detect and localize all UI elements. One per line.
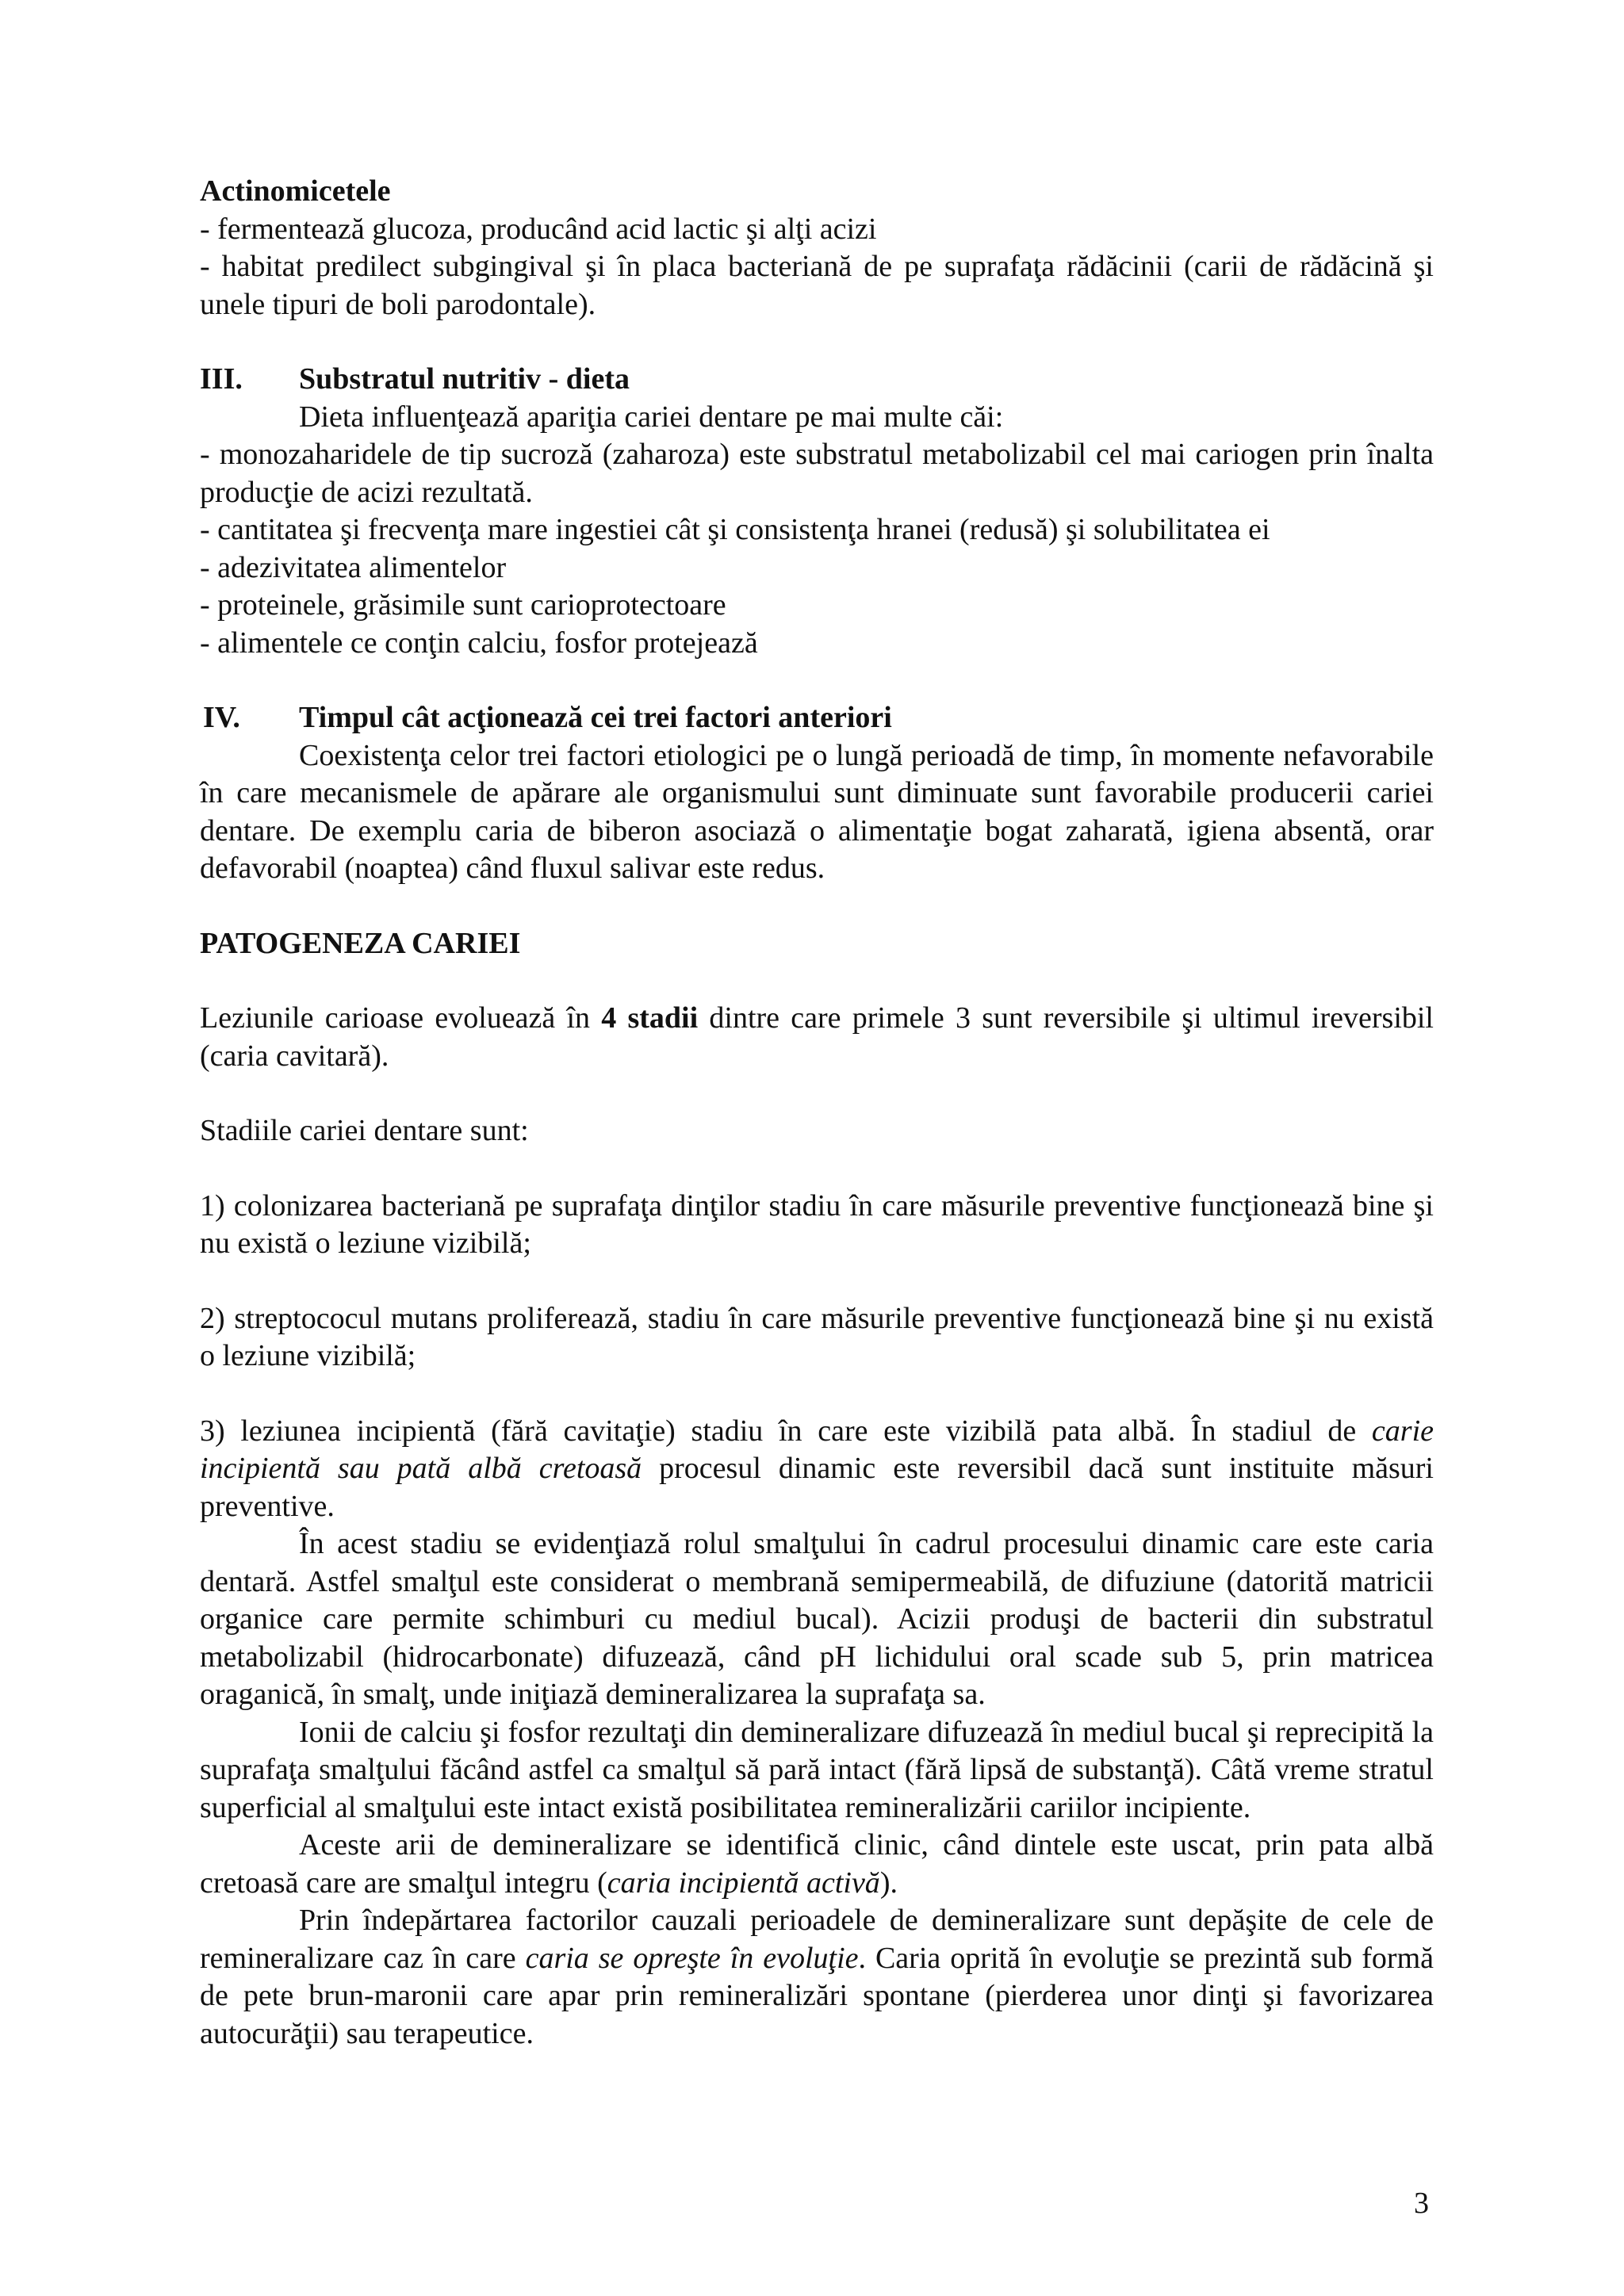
- spacer: [200, 962, 1434, 1000]
- intro-text: Leziunile carioase evoluează în: [200, 1001, 602, 1035]
- section-4-heading: [200, 699, 1434, 737]
- indepartare-text: Prin îndepărtarea factorilor cauzali perioadele de demineralizare sunt depăşite de cele de remineralizare caz în care: [200, 1904, 1434, 1975]
- indepartare-text-end: . Caria oprită în evoluţie se prezintă sub formă de pete brun-maronii care apar prin remineralizări spontane (pierderea unor dinţi şi favorizarea autocurăţii) sau terapeutice.: [200, 1941, 1434, 2050]
- stage-2: 2) streptococul mutans proliferează, stadiu în care măsurile preventive funcţionează bine şi nu există o leziune vizibilă;: [200, 1301, 1434, 1372]
- section-4-title: Timpul cât acţionează cei trei factori anteriori: [299, 701, 892, 734]
- section-3-title: Substratul nutritiv - dieta: [299, 362, 630, 396]
- spacer: [200, 1376, 1434, 1413]
- diet-item-5: - alimentele ce conţin calciu, fosfor protejează: [200, 626, 758, 660]
- diet-item-4: - proteinele, grăsimile sunt carioprotectoare: [200, 588, 726, 622]
- diet-item-1: - monozaharidele de tip sucroză (zaharoza) este substratul metabolizabil cel mai cariogen prin înalta producţie de acizi rezultată.: [200, 438, 1434, 509]
- paragraph-arii: [200, 1827, 1434, 1902]
- spacer: [200, 662, 1434, 699]
- section-4-body: Coexistenţa celor trei factori etiologici pe o lungă perioadă de timp, în momente nefavorabile în care mecanismele de apărare ale organismului sunt diminuate sunt favorabile producerii cariei dentare. De exemplu caria de biberon asociază o alimentaţie bogat zaharată, igiena absentă, orar defavorabil (noaptea) când fluxul salivar este redus.: [200, 738, 1434, 885]
- arii-text-end: ).: [879, 1866, 898, 1900]
- section-3-number: III.: [200, 362, 243, 396]
- diet-item-2: - cantitatea şi frecvenţa mare ingestiei cât şi consistenţa hranei (redusă) şi solubilitatea ei: [200, 513, 1270, 546]
- page-content: [200, 173, 1434, 2053]
- arii-italic: caria incipientă activă: [607, 1866, 880, 1900]
- stage-3-text: 3) leziunea incipientă (fără cavitaţie) stadiu în care este vizibilă pata albă. În stadiul de: [200, 1414, 1372, 1448]
- paragraph-indepartare: [200, 1902, 1434, 2053]
- paragraph-ioni: Ionii de calciu şi fosfor rezultaţi din demineralizare difuzează în mediul bucal şi reprecipită la suprafaţa smalţului făcând astfel ca smalţul să pară intact (fără lipsă de substanţă). Câtă vreme stratul superficial al smalţului este intact există posibilitatea remineralizării cariilor incipiente.: [200, 1715, 1434, 1824]
- section-4-number: IV.: [203, 701, 240, 734]
- section-3-heading: [200, 361, 1434, 399]
- indepartare-italic: caria se opreşte în evoluţie: [525, 1941, 859, 1975]
- spacer: [200, 1075, 1434, 1112]
- paragraph-smalt: În acest stadiu se evidenţiază rolul smalţului în cadrul procesului dinamic care este caria dentară. Astfel smalţul este considerat o membrană semipermeabilă, de difuziune (datorită matricii organice care permite schimburi cu mediul bucal). Acizii produşi de bacterii din substratul metabolizabil (hidrocarbonate) difuzează, când pH lichidului oral scade sub 5, prin matricea oraganică, în smalţ, unde iniţiază demineralizarea la suprafaţa sa.: [200, 1527, 1434, 1711]
- actinomicete-heading: Actinomicetele: [200, 174, 391, 208]
- spacer: [200, 323, 1434, 361]
- intro-bold: 4 stadii: [601, 1001, 699, 1035]
- stage-3-text-end: procesul dinamic este reversibil dacă sunt instituite măsuri preventive.: [200, 1452, 1434, 1523]
- diet-item-3: - adezivitatea alimentelor: [200, 550, 507, 584]
- intro-text-end: dintre care primele 3 sunt reversibile şi ultimul ireversibil (caria cavitară).: [200, 1001, 1434, 1073]
- arii-text: Aceste arii de demineralizare se identifică clinic, când dintele este uscat, prin pata albă cretoasă care are smalţul integru (: [200, 1828, 1434, 1900]
- spacer: [200, 1263, 1434, 1300]
- page-number: 3: [1414, 2187, 1429, 2220]
- spacer: [200, 1150, 1434, 1188]
- section-3-intro: Dieta influenţează apariţia cariei dentare pe mai multe căi:: [299, 400, 1004, 434]
- stage-3: [200, 1413, 1434, 1526]
- spacer: [200, 888, 1434, 925]
- stages-title: Stadiile cariei dentare sunt:: [200, 1114, 529, 1147]
- actinomicete-line-2: - habitat predilect subgingival şi în placa bacteriană de pe suprafaţa rădăcinii (carii de rădăcină şi unele tipuri de boli parodontale).: [200, 250, 1434, 321]
- patogeneza-intro: [200, 1000, 1434, 1075]
- patogeneza-heading: PATOGENEZA CARIEI: [200, 926, 521, 960]
- stage-1: 1) colonizarea bacteriană pe suprafaţa dinţilor stadiu în care măsurile preventive funcţionează bine şi nu există o leziune vizibilă;: [200, 1188, 1434, 1260]
- stage-3-italic: carie incipientă sau pată albă cretoasă: [200, 1414, 1434, 1485]
- actinomicete-line-1: - fermentează glucoza, producând acid lactic şi alţi acizi: [200, 212, 877, 246]
